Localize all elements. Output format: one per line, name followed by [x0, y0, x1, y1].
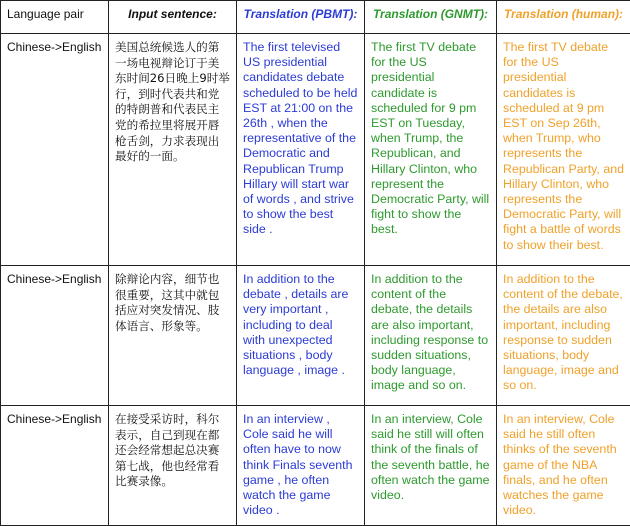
human-translation-cell: In an interview, Cole said he still often thinks of the seventh game of the NBA finals, and he often watches the game video. [497, 406, 630, 526]
gnmt-translation-cell: The first TV debate for the US presidential candidate is scheduled for 9 pm EST on Tuesday, when Trump, the Republican, and Hillary Clinton, who represent the Democratic Party, will fight to show the best. [365, 34, 497, 266]
input-sentence-cell: 在接受采访时，科尔表示，自己到现在都还会经常想起总决赛第七战，他也经常看比赛录像。 [109, 406, 237, 526]
pbmt-translation-cell: In addition to the debate , details are very important , including to deal with unexpected situations , body language , image . [237, 266, 365, 406]
language-pair-cell: Chinese->English [1, 406, 109, 526]
pbmt-translation-cell: In an interview , Cole said he will often have to now think Finals seventh game , he often watch the game video . [237, 406, 365, 526]
header-row [1, 1, 630, 34]
input-sentence-cell: 除辩论内容，细节也很重要，这其中就包括应对突发情况、肢体语言、形象等。 [109, 266, 237, 406]
table-row [1, 406, 630, 526]
language-pair-cell: Chinese->English [1, 266, 109, 406]
header-input-sentence: Input sentence: [109, 1, 237, 34]
human-translation-cell: The first TV debate for the US presidential candidates is scheduled at 9 pm EST on Sep 26th, when Trump, who represents the Republican Party, and Hillary Clinton, who represents the Democratic Party, will fight a battle of words to show their best. [497, 34, 630, 266]
table-row [1, 266, 630, 406]
gnmt-translation-cell: In addition to the content of the debate, the details are also important, including response to sudden situations, body language, image and so on. [365, 266, 497, 406]
gnmt-translation-cell: In an interview, Cole said he still will often think of the finals of the seventh battle, he often watch the game video. [365, 406, 497, 526]
header-translation-pbmt: Translation (PBMT): [237, 1, 365, 34]
header-translation-gnmt: Translation (GNMT): [365, 1, 497, 34]
language-pair-cell: Chinese->English [1, 34, 109, 266]
human-translation-cell: In addition to the content of the debate, the details are also important, including response to sudden situations, body language, image and so on. [497, 266, 630, 406]
header-language-pair: Language pair [1, 1, 109, 34]
input-sentence-cell: 美国总统候选人的第一场电视辩论订于美东时间26日晚上9时举行，到时代表共和党的特朗普和代表民主党的希拉里将展开唇枪舌剑，力求表现出最好的一面。 [109, 34, 237, 266]
pbmt-translation-cell: The first televised US presidential candidates debate scheduled to be held EST at 21:00 on the 26th , when the representative of the Democratic and Republican Trump Hillary will start war of words , and strive to show the best side . [237, 34, 365, 266]
header-translation-human: Translation (human): [497, 1, 630, 34]
table-row [1, 34, 630, 266]
